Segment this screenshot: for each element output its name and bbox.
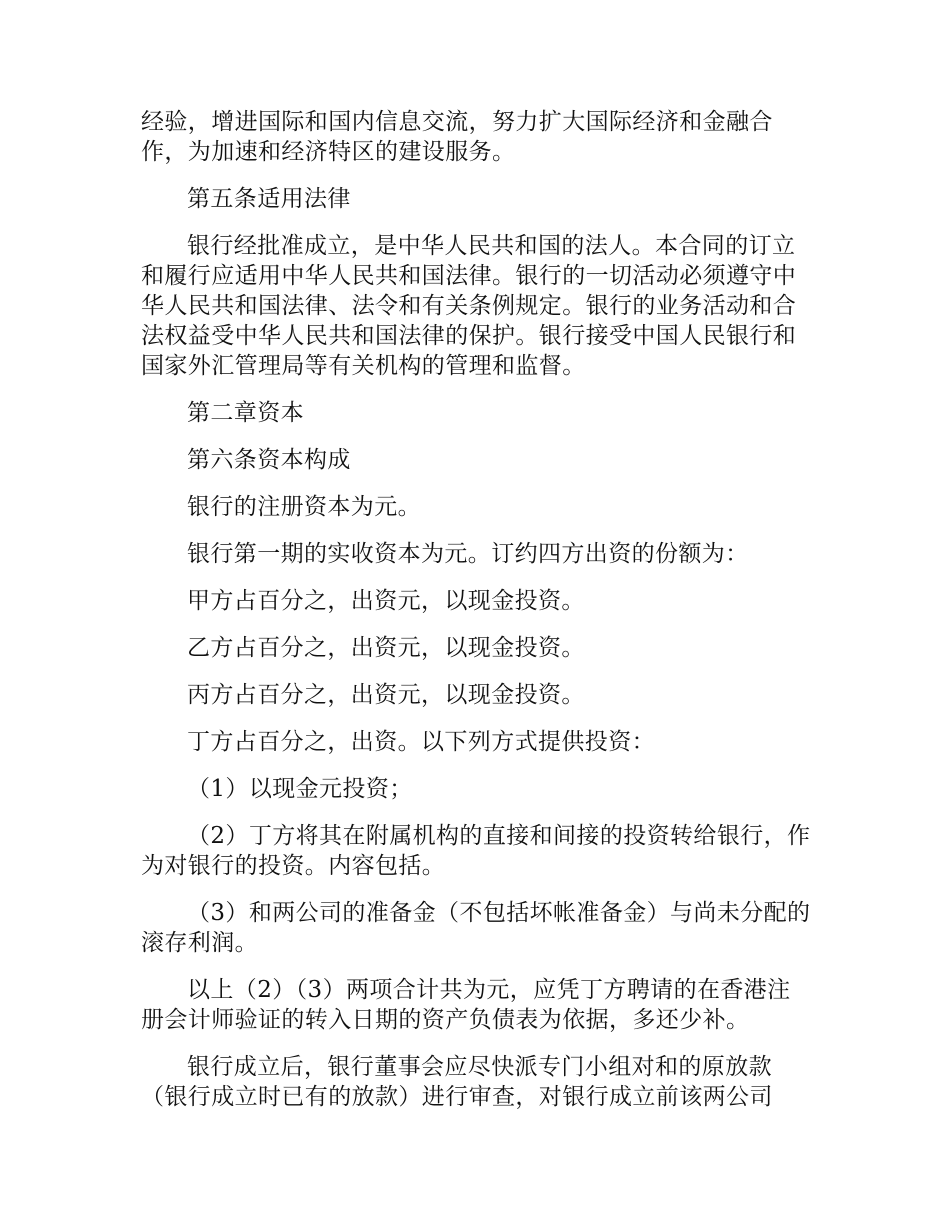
- paragraph-party-c: 丙方占百分之，出资元，以现金投资。: [187, 682, 585, 708]
- paragraph-total: 以上（2）（3）两项合计共为元，应凭丁方聘请的在香港注册会计师验证的转入日期的资产负债表为依据，多还少补。: [141, 977, 791, 1033]
- paragraph-party-b: 乙方占百分之，出资元，以现金投资。: [187, 635, 585, 661]
- list-item-1: （1）以现金元投资；: [187, 776, 413, 802]
- paragraph-party-a: 甲方占百分之，出资元，以现金投资。: [187, 588, 585, 614]
- paragraph-continuation: 经验，增进国际和国内信息交流，努力扩大国际经济和金融合作，为加速和经济特区的建设服务。: [141, 109, 773, 165]
- list-item-3: （3）和两公司的准备金（不包括坏帐准备金）与尚未分配的滚存利润。: [141, 900, 811, 956]
- article-6-heading: 第六条资本构成: [187, 447, 351, 473]
- chapter-2-heading: 第二章资本: [187, 400, 304, 426]
- paragraph-applicable-law: 银行经批准成立，是中华人民共和国的法人。本合同的订立和履行应适用中华人民共和国法律。银行的一切活动必须遵守中华人民共和国法律、法令和有关条例规定。银行的业务活动和合法权益受中华人民共和国法律的保护。银行接受中国人民银行和国家外汇管理局等有关机构的管理和监督。: [141, 233, 797, 379]
- document-body: [141, 107, 813, 1129]
- list-item-2: （2）丁方将其在附属机构的直接和间接的投资转给银行，作为对银行的投资。内容包括。: [141, 823, 811, 879]
- article-5-heading: 第五条适用法律: [187, 186, 351, 212]
- paragraph-registered-capital: 银行的注册资本为元。: [187, 494, 421, 520]
- paragraph-party-d: 丁方占百分之，出资。以下列方式提供投资：: [187, 729, 655, 755]
- paragraph-paid-in-capital: 银行第一期的实收资本为元。订约四方出资的份额为：: [187, 541, 749, 567]
- paragraph-review: 银行成立后，银行董事会应尽快派专门小组对和的原放款（银行成立时已有的放款）进行审查，对银行成立前该两公司: [141, 1054, 773, 1110]
